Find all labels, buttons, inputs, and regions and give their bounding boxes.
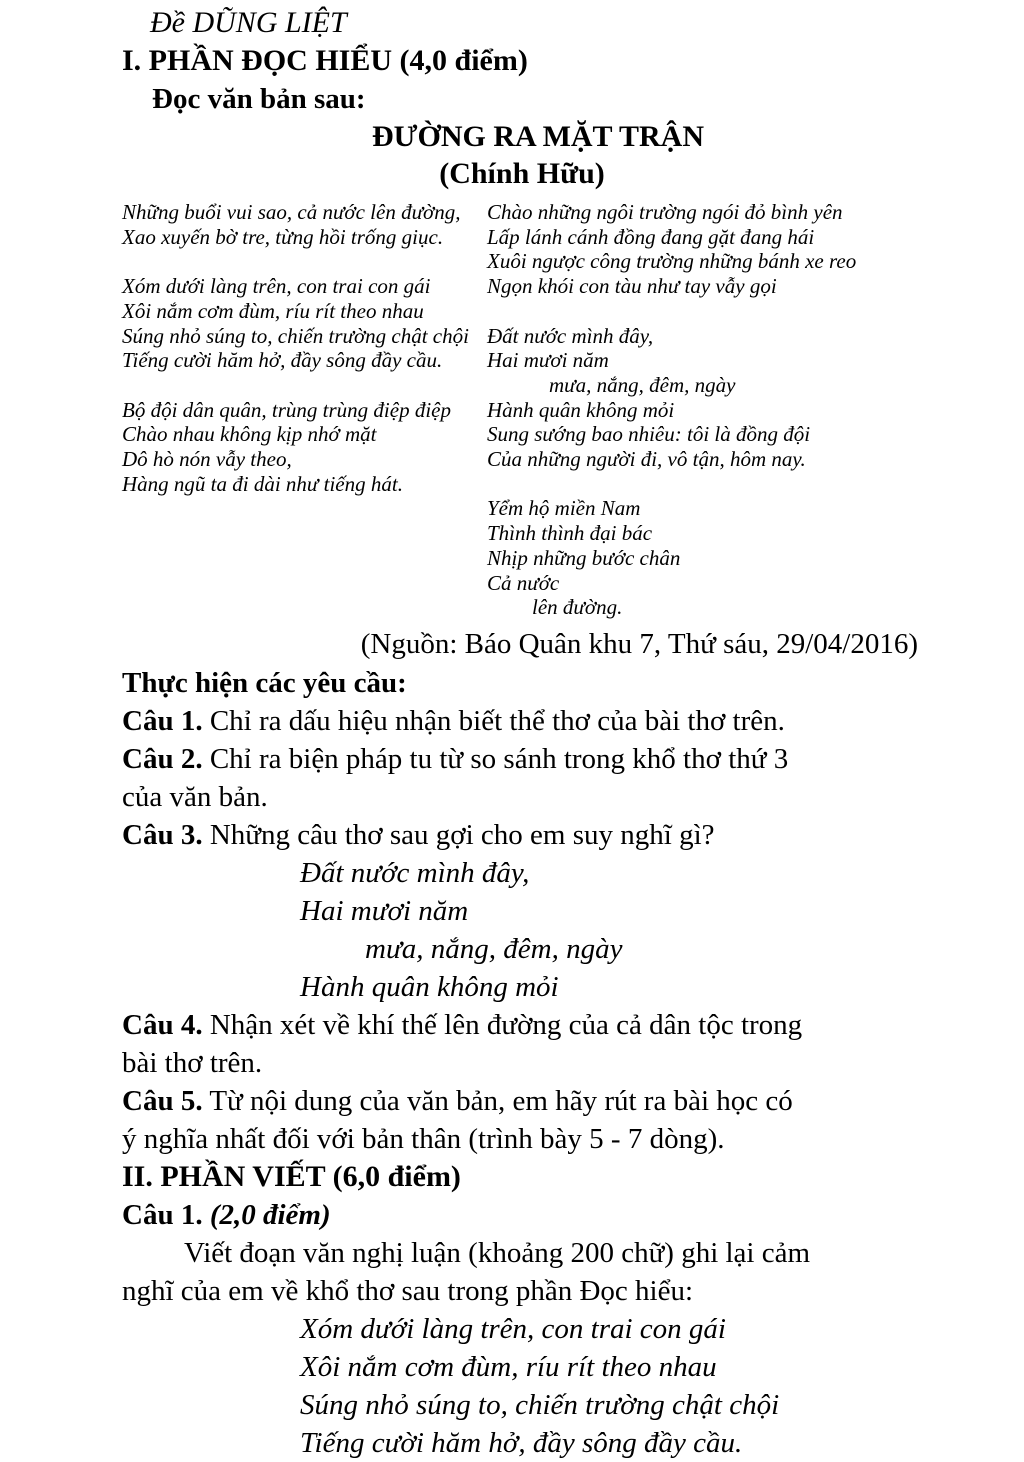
poem-title: ĐƯỜNG RA MẶT TRẬN — [372, 120, 704, 153]
question-line — [122, 1196, 918, 1234]
poem-line: Xao xuyến bờ tre, từng hồi trống giục. — [122, 224, 444, 249]
poem-line: Súng nhỏ súng to, chiến trường chật chội — [122, 323, 469, 348]
quote-line: Hành quân không mỏi — [300, 970, 559, 1003]
poem-line: Dô hò nón vẫy theo, — [122, 447, 292, 471]
poem-line: lên đường. — [532, 595, 623, 620]
question-points: (2,0 điểm) — [209, 1198, 331, 1231]
question-text: Nhận xét về khí thế lên đường của cả dân tộc trong — [209, 1008, 803, 1041]
question-label: Câu 4. — [122, 1008, 203, 1041]
section2-heading: II. PHẦN VIẾT (6,0 điểm) — [122, 1159, 461, 1193]
poem-line: Bộ đội dân quân, trùng trùng điệp điệp — [122, 397, 451, 422]
question-body-line: Viết đoạn văn nghị luận (khoảng 200 chữ) ghi lại cảm — [184, 1236, 811, 1269]
question-2 — [122, 740, 918, 816]
exam-title: Đề DŨNG LIỆT — [150, 6, 347, 39]
question-label: Câu 5. — [122, 1084, 203, 1117]
question-line — [122, 816, 918, 854]
poem-line: Chào nhau không kịp nhớ mặt — [122, 422, 377, 447]
quote-line: Xóm dưới làng trên, con trai con gái — [300, 1312, 726, 1345]
poem-line — [487, 472, 918, 497]
poem-line — [122, 373, 487, 398]
read-instruction: Đọc văn bản sau: — [152, 83, 366, 115]
poem-line: Hành quân không mỏi — [487, 397, 675, 422]
poem-line — [122, 249, 487, 274]
poem-line: Yểm hộ miền Nam — [487, 496, 641, 521]
question-body-line: nghĩ của em về khổ thơ sau trong phần Đọc hiểu: — [122, 1274, 694, 1307]
poem-line — [487, 299, 918, 324]
poem-line: Chào những ngôi trường ngói đỏ bình yên — [487, 200, 843, 224]
question-line: ý nghĩa nhất đối với bản thân (trình bày 5 - 7 dòng). — [122, 1122, 725, 1155]
question-3 — [122, 816, 918, 854]
source-citation: (Nguồn: Báo Quân khu 7, Thứ sáu, 29/04/2016) — [360, 627, 918, 660]
poem-line: Lấp lánh cánh đồng đang gặt đang hái — [487, 224, 815, 249]
poem-line: Hàng ngũ ta đi dài như tiếng hát. — [122, 471, 403, 496]
question-label: Câu 2. — [122, 742, 203, 775]
question-text: Chỉ ra dấu hiệu nhận biết thể thơ của bài thơ trên. — [209, 704, 785, 737]
poem-line: Xôi nắm cơm đùm, ríu rít theo nhau — [122, 298, 424, 323]
poem-author: (Chính Hữu) — [439, 157, 605, 190]
poem-line: Của những người đi, vô tận, hôm nay. — [487, 447, 806, 472]
question-line — [122, 702, 918, 740]
poem-line: Thình thình đại bác — [487, 521, 653, 546]
poem-left-column — [122, 200, 487, 620]
question-line — [122, 1082, 918, 1120]
quote-line: Đất nước mình đây, — [300, 856, 530, 889]
question-text: Những câu thơ sau gợi cho em suy nghĩ gì? — [209, 818, 715, 851]
section2-question-1 — [122, 1196, 918, 1310]
quote-line: Súng nhỏ súng to, chiến trường chật chội — [300, 1388, 780, 1421]
question-label: Câu 3. — [122, 818, 203, 851]
quote-line: Xôi nắm cơm đùm, ríu rít theo nhau — [300, 1350, 717, 1383]
question-text: Từ nội dung của văn bản, em hãy rút ra bài học có — [209, 1084, 793, 1117]
question-line: của văn bản. — [122, 780, 268, 813]
question-4 — [122, 1006, 918, 1082]
section2-quote — [300, 1310, 918, 1462]
question-line: bài thơ trên. — [122, 1046, 263, 1079]
poem-line: Nhịp những bước chân — [487, 545, 681, 570]
question-line — [122, 740, 918, 778]
question-label: Câu 1. — [122, 1198, 203, 1231]
section1-heading: I. PHẦN ĐỌC HIỂU (4,0 điểm) — [122, 44, 528, 77]
question-line — [122, 1006, 918, 1044]
quote-line: mưa, nắng, đêm, ngày — [365, 932, 623, 965]
poem-line: Xóm dưới làng trên, con trai con gái — [122, 274, 431, 299]
question-label: Câu 1. — [122, 704, 203, 737]
poem-line: Ngọn khói con tàu như tay vẫy gọi — [487, 274, 777, 299]
poem-line: mưa, nắng, đêm, ngày — [549, 372, 736, 397]
question-text: Chỉ ra biện pháp tu từ so sánh trong khổ thơ thứ 3 — [209, 742, 789, 775]
quote-line: Tiếng cười hăm hở, đầy sông đầy cầu. — [300, 1426, 743, 1459]
question-1 — [122, 702, 918, 740]
poem-line: Cả nước — [487, 570, 560, 595]
poem-right-column — [487, 200, 918, 620]
poem-line: Những buổi vui sao, cả nước lên đường, — [122, 200, 461, 224]
poem-line: Hai mươi năm — [487, 348, 609, 373]
poem-line: Đất nước mình đây, — [487, 323, 654, 348]
tasks-heading: Thực hiện các yêu cầu: — [122, 666, 407, 699]
poem-line: Xuôi ngược công trường những bánh xe reo — [487, 249, 857, 274]
poem-line: Sung sướng bao nhiêu: tôi là đồng đội — [487, 422, 811, 447]
poem-line: Tiếng cười hăm hở, đầy sông đầy cầu. — [122, 348, 443, 373]
quote-line: Hai mươi năm — [300, 894, 469, 927]
question-5 — [122, 1082, 918, 1158]
question-3-quote — [300, 854, 918, 1006]
poem-two-columns — [122, 200, 918, 620]
